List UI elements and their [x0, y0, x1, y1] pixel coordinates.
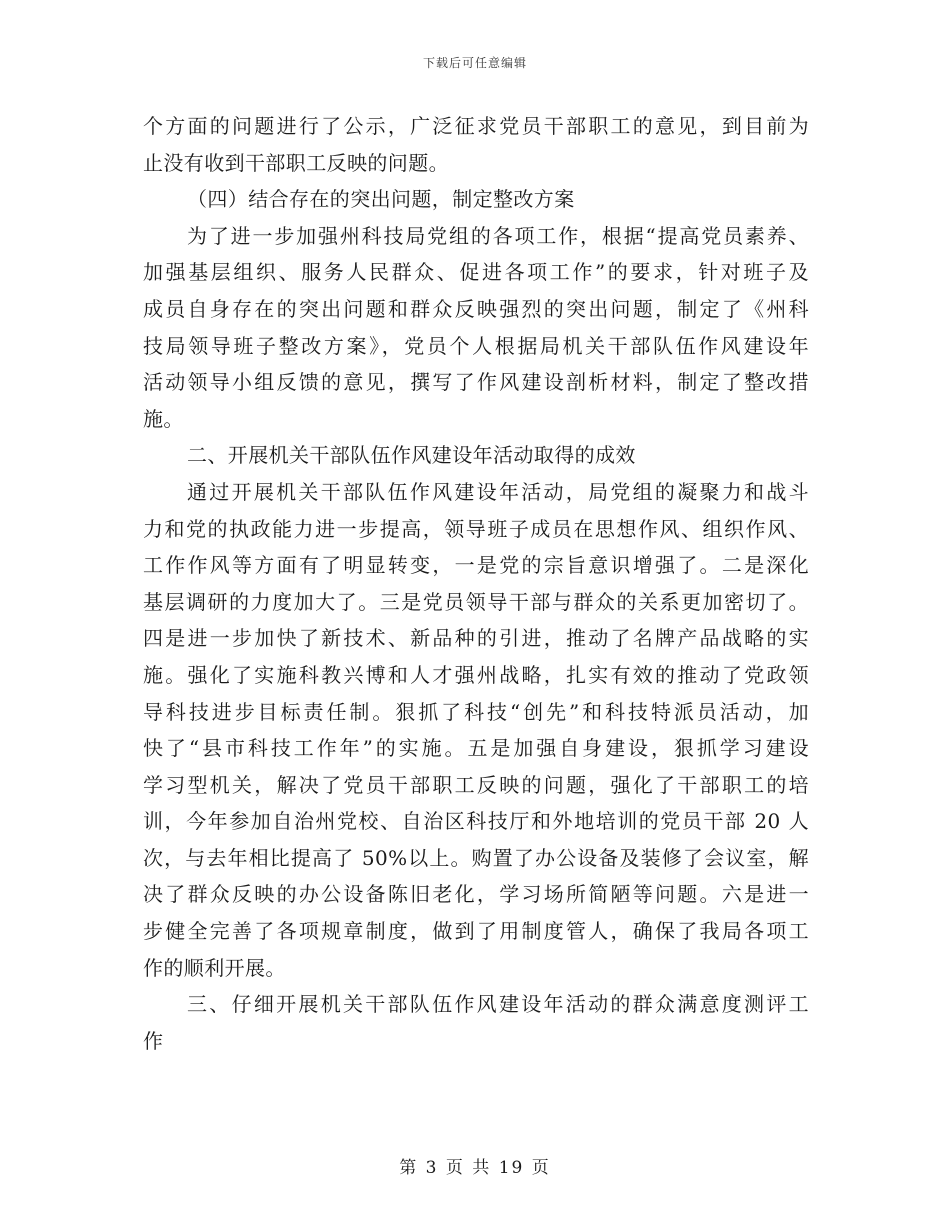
text-line: 技局领导班子整改方案》，党员个人根据局机关干部队伍作风建设年: [143, 333, 809, 358]
text-line: 个方面的问题进行了公示，广泛征求党员干部职工的意见，到目前为: [143, 114, 809, 138]
text-line: 施。强化了实施科教兴博和人才强州战略，扎实有效的推动了党政领: [143, 662, 809, 687]
text-line: 三、仔细开展机关干部队伍作风建设年活动的群众满意度测评工: [187, 992, 809, 1017]
text-line: 四是进一步加快了新技术、新品种的引进，推动了名牌产品战略的实: [143, 626, 809, 651]
text-line: 工作作风等方面有了明显转变，一是党的宗旨意识增强了。二是深化: [143, 553, 809, 578]
text-line: （四）结合存在的突出问题，制定整改方案: [187, 187, 575, 212]
text-line: 成员自身存在的突出问题和群众反映强烈的突出问题，制定了《州科: [143, 296, 809, 321]
text-line: 加强基层组织、服务人民群众、促进各项工作”的要求，针对班子及: [143, 260, 809, 285]
text-line: 活动领导小组反馈的意见，撰写了作风建设剖析材料，制定了整改措: [143, 370, 809, 395]
text-line: 力和党的执政能力进一步提高，领导班子成员在思想作风、组织作风、: [143, 516, 809, 541]
text-line: 步健全完善了各项规章制度，做到了用制度管人，确保了我局各项工: [143, 919, 809, 944]
text-line: 决了群众反映的办公设备陈旧老化，学习场所简陋等问题。六是进一: [143, 882, 809, 907]
text-line: 学习型机关，解决了党员干部职工反映的问题，强化了干部职工的培: [143, 772, 809, 797]
text-line: 施。: [143, 406, 184, 431]
text-line: 二、开展机关干部队伍作风建设年活动取得的成效: [187, 443, 636, 468]
text-line: 基层调研的力度加大了。三是党员领导干部与群众的关系更加密切了。: [143, 589, 809, 614]
page-header: 下载后可任意编辑: [422, 56, 527, 70]
text-line: 止没有收到干部职工反映的问题。: [143, 150, 449, 175]
page-number-footer: 第 3 页 共 19 页: [399, 1158, 551, 1178]
text-line: 导科技进步目标责任制。狠抓了科技“创先”和科技特派员活动，加: [143, 699, 809, 724]
text-line: 快了“县市科技工作年”的实施。五是加强自身建设，狠抓学习建设: [143, 736, 809, 761]
text-line: 作的顺利开展。: [143, 955, 286, 980]
text-line: 次，与去年相比提高了 50%以上。购置了办公设备及装修了会议室，解: [143, 845, 809, 870]
text-line: 作: [143, 1028, 164, 1053]
document-body: [143, 108, 809, 1059]
text-line: 通过开展机关干部队伍作风建设年活动，局党组的凝聚力和战斗: [187, 479, 809, 504]
text-line: 为了进一步加强州科技局党组的各项工作，根据“提高党员素养、: [187, 223, 809, 248]
text-line: 训，今年参加自治州党校、自治区科技厅和外地培训的党员干部 20 人: [143, 809, 809, 834]
